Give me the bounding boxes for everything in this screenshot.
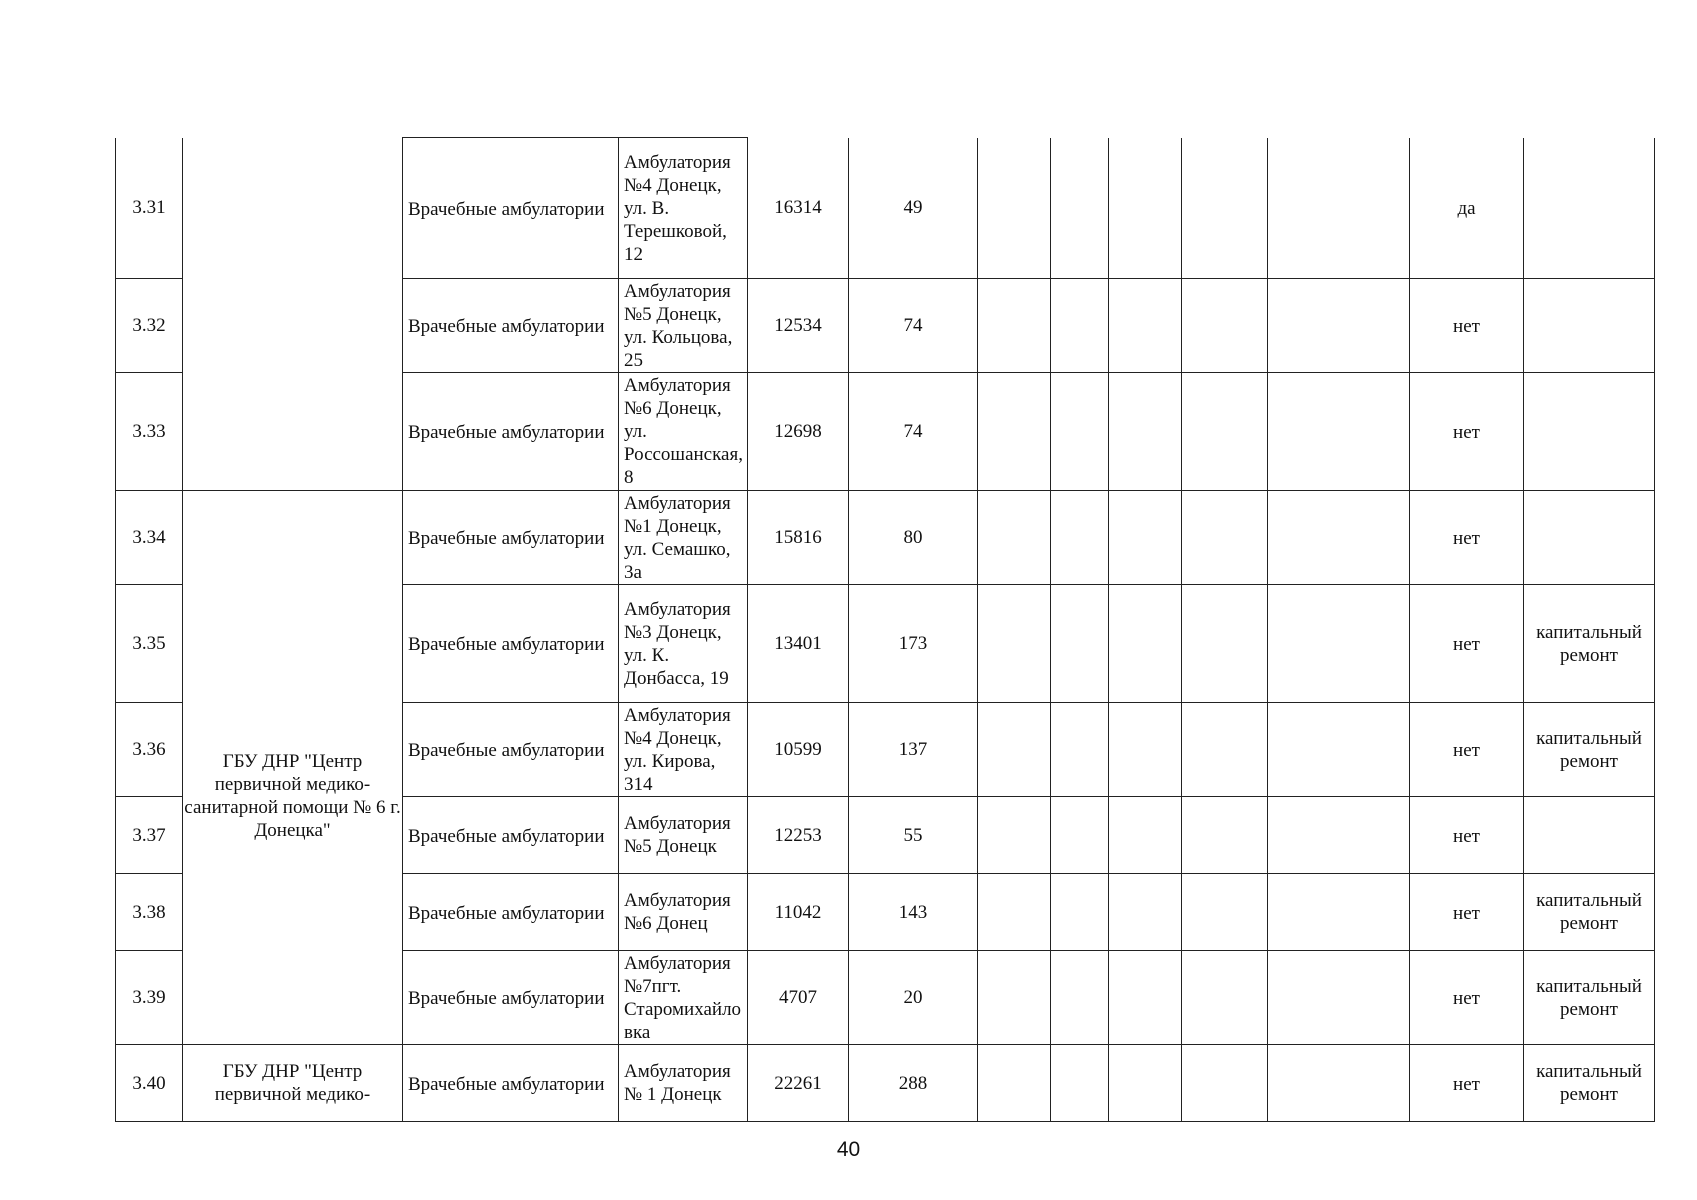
page-number: 40 [836, 1138, 861, 1161]
empty-cell [1268, 585, 1410, 703]
beds-value: 143 [849, 874, 978, 951]
beds-value: 137 [849, 703, 978, 797]
empty-cell [1182, 491, 1268, 585]
repair-value: капитальный ремонт [1524, 703, 1655, 797]
beds-value: 55 [849, 797, 978, 874]
facility-type: Врачебные амбулатории [403, 951, 619, 1045]
empty-cell [1109, 491, 1182, 585]
empty-cell [1109, 703, 1182, 797]
facility-name: Амбулатория №6 Донецк, ул. Россошанская, 8 [619, 373, 748, 491]
beds-value: 74 [849, 279, 978, 373]
beds-value: 49 [849, 138, 978, 279]
population-value: 12698 [748, 373, 849, 491]
facility-type: Врачебные амбулатории [403, 703, 619, 797]
population-value: 10599 [748, 703, 849, 797]
empty-cell [1109, 373, 1182, 491]
empty-cell [1182, 951, 1268, 1045]
empty-cell [1051, 491, 1109, 585]
empty-cell [978, 138, 1051, 279]
empty-cell [1051, 703, 1109, 797]
facility-name: Амбулатория №4 Донецк, ул. В. Терешковой, 12 [619, 138, 748, 279]
empty-cell [1182, 279, 1268, 373]
empty-cell [1182, 585, 1268, 703]
facility-type: Врачебные амбулатории [403, 373, 619, 491]
population-value: 12253 [748, 797, 849, 874]
empty-cell [978, 491, 1051, 585]
empty-cell [1109, 585, 1182, 703]
empty-cell [1268, 874, 1410, 951]
facility-name: Амбулатория № 1 Донецк [619, 1045, 748, 1122]
population-value: 12534 [748, 279, 849, 373]
row-number: 3.38 [116, 874, 183, 951]
empty-cell [1182, 797, 1268, 874]
row-number: 3.35 [116, 585, 183, 703]
population-value: 15816 [748, 491, 849, 585]
facility-type: Врачебные амбулатории [403, 797, 619, 874]
beds-value: 173 [849, 585, 978, 703]
facility-type: Врачебные амбулатории [403, 874, 619, 951]
facility-type: Врачебные амбулатории [403, 491, 619, 585]
table-body [116, 138, 1655, 1122]
facility-type: Врачебные амбулатории [403, 585, 619, 703]
empty-cell [1268, 951, 1410, 1045]
organization-cell: ГБУ ДНР "Центр первичной медико- [183, 1045, 403, 1122]
empty-cell [1182, 373, 1268, 491]
repair-value: капитальный ремонт [1524, 874, 1655, 951]
facility-type: Врачебные амбулатории [403, 1045, 619, 1122]
row-number: 3.40 [116, 1045, 183, 1122]
empty-cell [978, 1045, 1051, 1122]
population-value: 4707 [748, 951, 849, 1045]
facility-name: Амбулатория №1 Донецк, ул. Семашко, 3а [619, 491, 748, 585]
empty-cell [1182, 1045, 1268, 1122]
facility-name: Амбулатория №6 Донец [619, 874, 748, 951]
status-value: нет [1410, 703, 1524, 797]
beds-value: 288 [849, 1045, 978, 1122]
facility-type: Врачебные амбулатории [403, 138, 619, 279]
empty-cell [1051, 951, 1109, 1045]
empty-cell [1109, 874, 1182, 951]
empty-cell [1051, 585, 1109, 703]
empty-cell [1109, 797, 1182, 874]
population-value: 13401 [748, 585, 849, 703]
status-value: нет [1410, 585, 1524, 703]
table-row [116, 491, 1655, 585]
empty-cell [1182, 703, 1268, 797]
repair-value [1524, 138, 1655, 279]
empty-cell [978, 951, 1051, 1045]
row-number: 3.32 [116, 279, 183, 373]
status-value: нет [1410, 797, 1524, 874]
empty-cell [1268, 797, 1410, 874]
status-value: нет [1410, 951, 1524, 1045]
table-row [116, 138, 1655, 279]
facility-name: Амбулатория №5 Донецк, ул. Кольцова, 25 [619, 279, 748, 373]
empty-cell [978, 797, 1051, 874]
facilities-table [115, 137, 1655, 1122]
repair-value [1524, 491, 1655, 585]
empty-cell [978, 585, 1051, 703]
status-value: нет [1410, 491, 1524, 585]
status-value: да [1410, 138, 1524, 279]
repair-value: капитальный ремонт [1524, 585, 1655, 703]
beds-value: 20 [849, 951, 978, 1045]
population-value: 16314 [748, 138, 849, 279]
empty-cell [1268, 491, 1410, 585]
row-number: 3.37 [116, 797, 183, 874]
status-value: нет [1410, 279, 1524, 373]
empty-cell [978, 874, 1051, 951]
row-number: 3.34 [116, 491, 183, 585]
population-value: 22261 [748, 1045, 849, 1122]
repair-value [1524, 797, 1655, 874]
empty-cell [1051, 1045, 1109, 1122]
status-value: нет [1410, 1045, 1524, 1122]
row-number: 3.36 [116, 703, 183, 797]
empty-cell [1182, 874, 1268, 951]
empty-cell [978, 703, 1051, 797]
empty-cell [1268, 703, 1410, 797]
table-row [116, 1045, 1655, 1122]
organization-cell [183, 138, 403, 491]
repair-value: капитальный ремонт [1524, 951, 1655, 1045]
empty-cell [1051, 373, 1109, 491]
beds-value: 74 [849, 373, 978, 491]
facility-type: Врачебные амбулатории [403, 279, 619, 373]
empty-cell [1109, 1045, 1182, 1122]
row-number: 3.33 [116, 373, 183, 491]
population-value: 11042 [748, 874, 849, 951]
row-number: 3.39 [116, 951, 183, 1045]
beds-value: 80 [849, 491, 978, 585]
repair-value: капитальный ремонт [1524, 1045, 1655, 1122]
empty-cell [1268, 138, 1410, 279]
facility-name: Амбулатория №7пгт. Старомихайловка [619, 951, 748, 1045]
organization-name: ГБУ ДНР "Центр первичной медико-санитарной помощи № 6 г. Донецка" [184, 750, 401, 841]
facility-name: Амбулатория №4 Донецк, ул. Кирова, 314 [619, 703, 748, 797]
empty-cell [1268, 373, 1410, 491]
empty-cell [978, 373, 1051, 491]
empty-cell [1109, 951, 1182, 1045]
status-value: нет [1410, 874, 1524, 951]
empty-cell [1051, 797, 1109, 874]
empty-cell [1268, 279, 1410, 373]
organization-cell [183, 491, 403, 1045]
empty-cell [1051, 874, 1109, 951]
empty-cell [1268, 1045, 1410, 1122]
empty-cell [1182, 138, 1268, 279]
repair-value [1524, 373, 1655, 491]
status-value: нет [1410, 373, 1524, 491]
empty-cell [1109, 279, 1182, 373]
empty-cell [978, 279, 1051, 373]
facility-name: Амбулатория №5 Донецк [619, 797, 748, 874]
empty-cell [1051, 138, 1109, 279]
row-number: 3.31 [116, 138, 183, 279]
empty-cell [1109, 138, 1182, 279]
facility-name: Амбулатория №3 Донецк, ул. К. Донбасса, 19 [619, 585, 748, 703]
empty-cell [1051, 279, 1109, 373]
repair-value [1524, 279, 1655, 373]
